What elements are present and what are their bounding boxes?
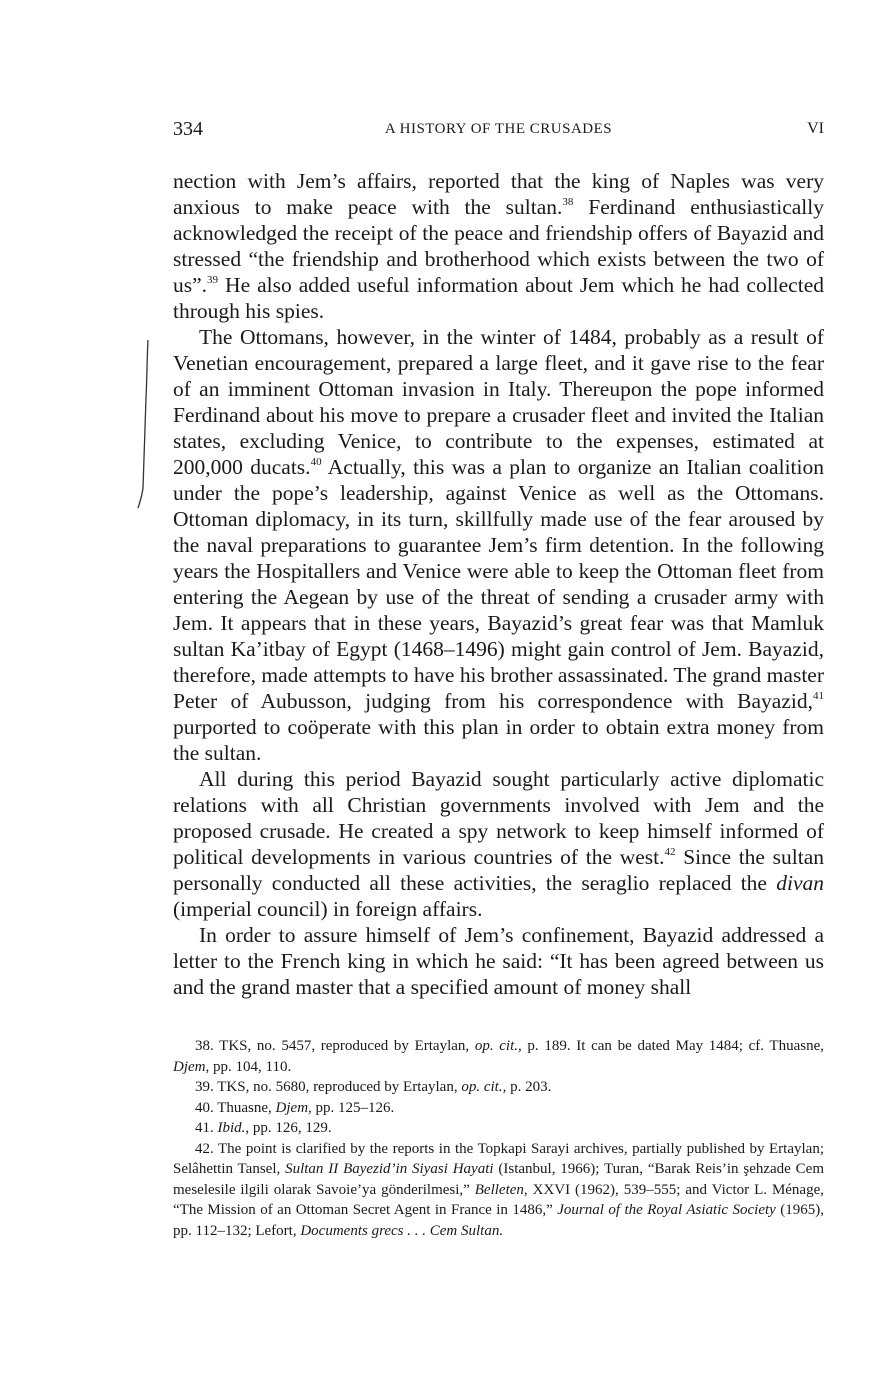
footnote-italic: Djem,: [173, 1058, 210, 1075]
margin-pencil-mark: [134, 338, 154, 510]
footnote-italic: Ibid.,: [217, 1120, 250, 1136]
running-title: A HISTORY OF THE CRUSADES: [384, 121, 613, 137]
footnote-ref: 39: [207, 273, 219, 286]
footnote-text: 41.: [195, 1120, 218, 1136]
paragraph-text: In order to assure himself of Jem’s confinement, Bayazid addressed a letter to the French king in which he said: “It has been agreed between us and the grand master that a specified amount of money shall: [173, 923, 824, 999]
footnote-text: p. 189. It can be dated May 1484; cf. Thuasne,: [521, 1038, 824, 1054]
footnote-41: [173, 1118, 824, 1139]
paragraph-text: He also added useful information about Jem which he had collected through his spies.: [173, 273, 824, 323]
italic-term: divan: [776, 871, 824, 895]
footnote-text: 39. TKS, no. 5680, reproduced by Ertaylan,: [195, 1079, 462, 1095]
footnote-text: p. 203.: [506, 1079, 552, 1095]
page-number: 334: [173, 118, 203, 140]
footnote-italic: Journal of the Royal Asiatic Society: [557, 1202, 776, 1218]
footnote-text: pp. 104, 110.: [209, 1058, 292, 1075]
paragraph-text: The Ottomans, however, in the winter of 1484, probably as a result of Venetian encouragement, prepared a large fleet, and it gave rise to the fear of an imminent Ottoman invasion in Italy. Thereupon the pope informed Ferdinand about his move to prepare a crusader fleet and invited the Italian states, excluding Venice, to contribute to the expenses, estimated at 200,000 ducats.: [173, 325, 824, 479]
footnote-38: [173, 1036, 824, 1077]
footnote-italic: op. cit.,: [474, 1038, 522, 1054]
chapter-number: VI: [807, 120, 824, 137]
paragraph-text: All during this period Bayazid sought particularly active diplomatic relations with all Christian governments involved with Jem and the proposed crusade. He created a spy network to keep himself informed of political developments in various countries of the west.: [173, 767, 824, 869]
paragraph: [173, 168, 824, 324]
footnote-ref: 41: [813, 689, 824, 702]
footnote-text: 42. The point is clarified by the reports in the Topkapi Sarayi archives, partially published by Ertaylan; Selâhettin Tansel,: [173, 1140, 824, 1177]
footnote-italic: Djem,: [275, 1099, 312, 1116]
footnote-40: [173, 1098, 824, 1119]
footnotes: [173, 1036, 824, 1241]
footnote-italic: Documents grecs . . . Cem Sultan.: [300, 1222, 504, 1239]
paragraph-text: Since the sultan personally conducted all these activities, the seraglio replaced the: [173, 845, 825, 895]
footnote-text: (Istanbul, 1966); Turan, “Barak Reis’in şehzade Cem meselesile ilgili olarak Savoie’ya gönderilmesi,”: [173, 1161, 824, 1198]
paragraph-text: Ferdinand enthusiastically acknowledged the receipt of the peace and friendship offers of Bayazid and stressed “the friendship and brotherhood which exists between the two of us”.: [173, 195, 825, 297]
footnote-ref: 40: [310, 455, 322, 468]
paragraph: [173, 324, 824, 766]
footnote-italic: Belleten,: [474, 1181, 528, 1198]
footnote-ref: 38: [562, 195, 574, 208]
footnote-42: [173, 1139, 824, 1242]
footnote-text: pp. 125–126.: [311, 1099, 395, 1116]
main-text: [173, 168, 824, 1000]
paragraph-text: nection with Jem’s affairs, reported that the king of Naples was very anxious to make peace with the sultan.: [173, 169, 824, 219]
footnote-italic: Sultan II Bayezid’in Siyasi Hayati: [285, 1161, 494, 1177]
footnote-text: pp. 126, 129.: [249, 1120, 332, 1136]
footnote-39: [173, 1077, 824, 1098]
footnote-italic: op. cit.,: [461, 1079, 507, 1095]
footnote-ref: 42: [664, 845, 676, 858]
running-header: [173, 118, 824, 144]
footnote-text: XXVI (1962), 539–555; and Victor L. Ménage, “The Mission of an Ottoman Secret Agent in France in 1486,”: [173, 1181, 824, 1218]
paragraph: [173, 922, 824, 1000]
footnote-text: (1965), pp. 112–132; Lefort,: [173, 1202, 824, 1239]
paragraph-text: (imperial council) in foreign affairs.: [173, 897, 483, 921]
footnote-text: 38. TKS, no. 5457, reproduced by Ertaylan,: [195, 1038, 475, 1054]
paragraph-text: purported to coöperate with this plan in order to obtain extra money from the sultan.: [173, 715, 824, 765]
paragraph: [173, 766, 824, 922]
paragraph-text: Actually, this was a plan to organize an Italian coalition under the pope’s leadership, against Venice as well as the Ottomans. Ottoman diplomacy, in its turn, skillfully made use of the fear aroused by the naval preparations to guarantee Jem’s firm detention. In the following years the Hospitallers and Venice were able to keep the Ottoman fleet from entering the Aegean by use of the threat of sending a crusader army with Jem. It appears that in these years, Bayazid’s great fear was that Mamluk sultan Ka’itbay of Egypt (1468–1496) might gain control of Jem. Bayazid, therefore, made attempts to have his brother assassinated. The grand master Peter of Aubusson, judging from his correspondence with Bayazid,: [173, 455, 824, 713]
footnote-text: 40. Thuasne,: [195, 1099, 276, 1116]
